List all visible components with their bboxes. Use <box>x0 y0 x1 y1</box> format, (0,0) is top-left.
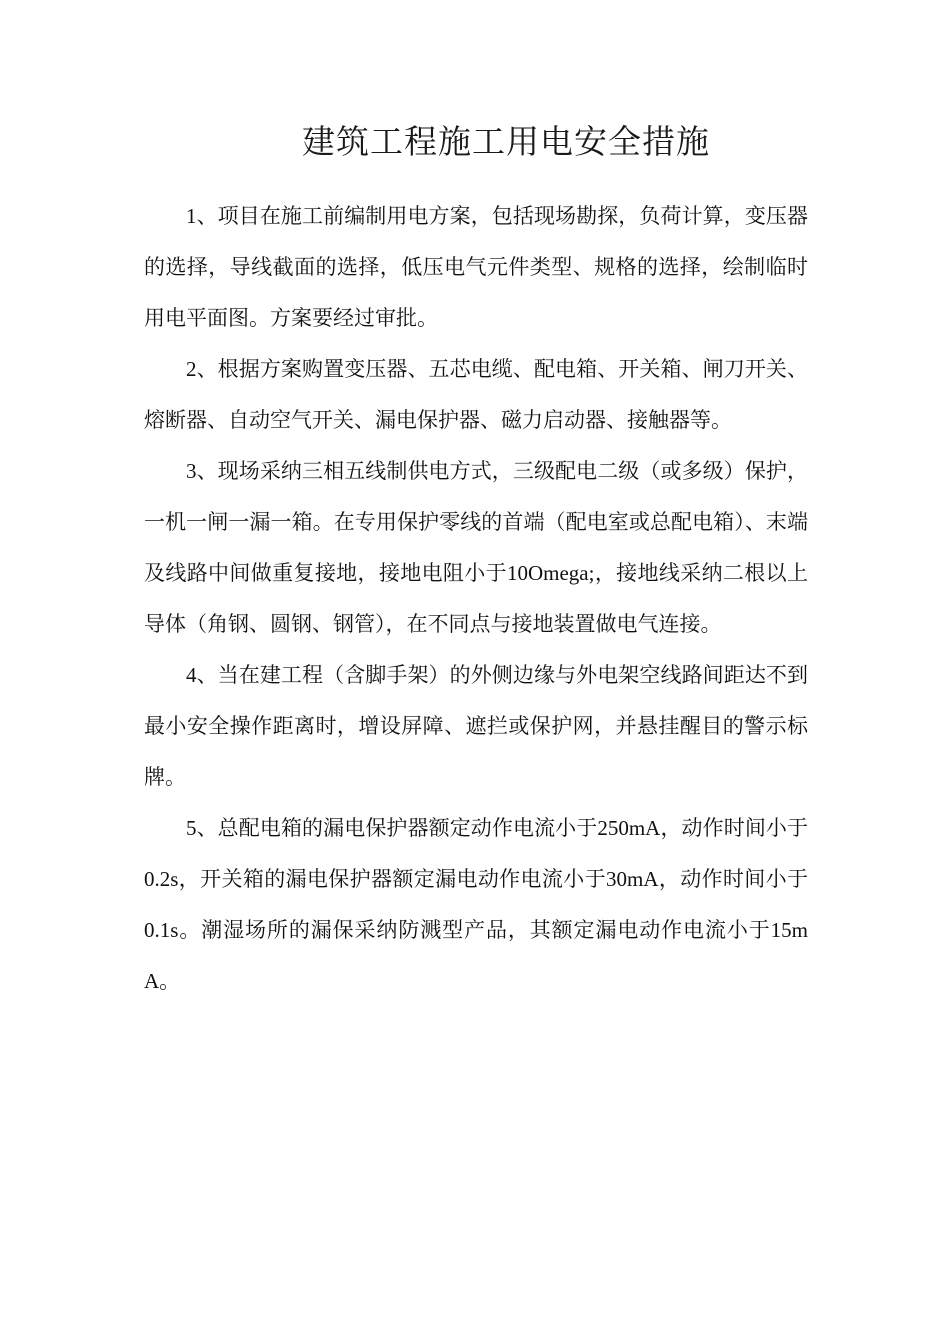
document-title: 建筑工程施工用电安全措施 <box>302 125 710 161</box>
paragraph-1: 1、项目在施工前编制用电方案，包括现场勘探，负荷计算，变压器的选择，导线截面的选择，低压电气元件类型、规格的选择，绘制临时用电平面图。方案要经过审批。 <box>144 204 808 330</box>
paragraph-2: 2、根据方案购置变压器、五芯电缆、配电箱、开关箱、闸刀开关、熔断器、自动空气开关、漏电保护器、磁力启动器、接触器等。 <box>144 357 808 432</box>
paragraph-5: 5、总配电箱的漏电保护器额定动作电流小于250mA，动作时间小于0.2s，开关箱的漏电保护器额定漏电动作电流小于30mA，动作时间小于0.1s。潮湿场所的漏保采纳防溅型产品，其额定漏电动作电流小于15mA。 <box>144 816 808 993</box>
paragraph-4: 4、当在建工程（含脚手架）的外侧边缘与外电架空线路间距达不到最小安全操作距离时，增设屏障、遮拦或保护网，并悬挂醒目的警示标牌。 <box>144 663 808 789</box>
document-body <box>144 191 808 1007</box>
paragraph-3: 3、现场采纳三相五线制供电方式，三级配电二级（或多级）保护，一机一闸一漏一箱。在专用保护零线的首端（配电室或总配电箱）、末端及线路中间做重复接地，接地电阻小于10Omega;，接地线采纳二根以上导体（角钢、圆钢、钢管），在不同点与接地装置做电气连接。 <box>144 459 808 636</box>
